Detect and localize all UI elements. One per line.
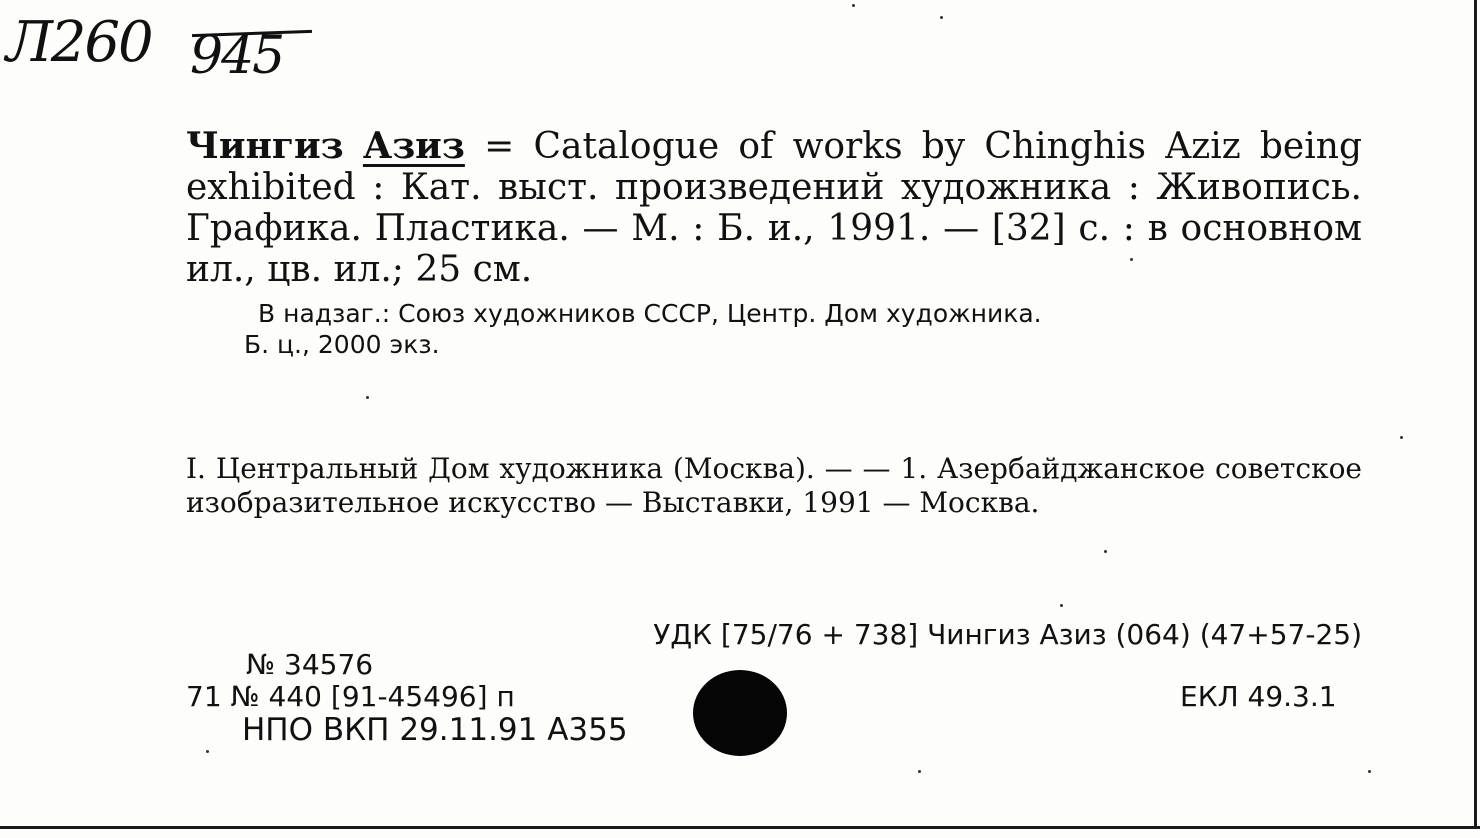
author-name: Чингиз (186, 125, 344, 167)
black-punch-hole (693, 670, 787, 756)
card-right-edge (1474, 0, 1477, 828)
scan-speck (366, 396, 369, 399)
note-line-1: В надзаг.: Союз художников СССР, Центр. Дом художника. (258, 299, 1042, 328)
scan-speck (1060, 604, 1063, 607)
registration-number: 71 № 440 [91-45496] п (186, 680, 515, 713)
scan-speck (918, 770, 921, 773)
note-line-2: Б. ц., 2000 экз. (244, 330, 440, 359)
subject-tracing: I. Центральный Дом художника (Москва). — — 1. Азербайджанское советское изобразительное искусство — Выставки, 1991 — Москва. (186, 452, 1362, 519)
scan-speck (206, 750, 209, 753)
author-surname: Азиз (362, 125, 465, 167)
entry-body: = Catalogue of works by Chinghis Aziz being exhibited : Кат. выст. произведений художника : Живопись. Графика. Пластика. — М. : Б. и., 1991. — [32] с. : в основном ил., цв. ил.; 25 см. (186, 126, 1362, 290)
scan-speck (852, 4, 855, 7)
shelfmark-main: Л260 (6, 10, 152, 75)
scan-speck (940, 16, 943, 19)
scan-speck (1104, 550, 1107, 553)
shelfmark-fraction: 945 (190, 26, 284, 86)
card-bottom-edge (0, 826, 1480, 829)
scan-speck (1130, 258, 1133, 261)
scan-speck (1368, 770, 1371, 773)
record-number: № 34576 (246, 648, 374, 681)
bibliographic-entry (186, 126, 1362, 290)
ekl-classification: ЕКЛ 49.3.1 (1180, 680, 1337, 713)
udk-classification: УДК [75/76 + 738] Чингиз Азиз (064) (47+57-25) (653, 618, 1362, 651)
scan-speck (1400, 436, 1403, 439)
printing-info: НПО ВКП 29.11.91 А355 (242, 712, 628, 748)
handwritten-shelfmark (6, 10, 284, 86)
